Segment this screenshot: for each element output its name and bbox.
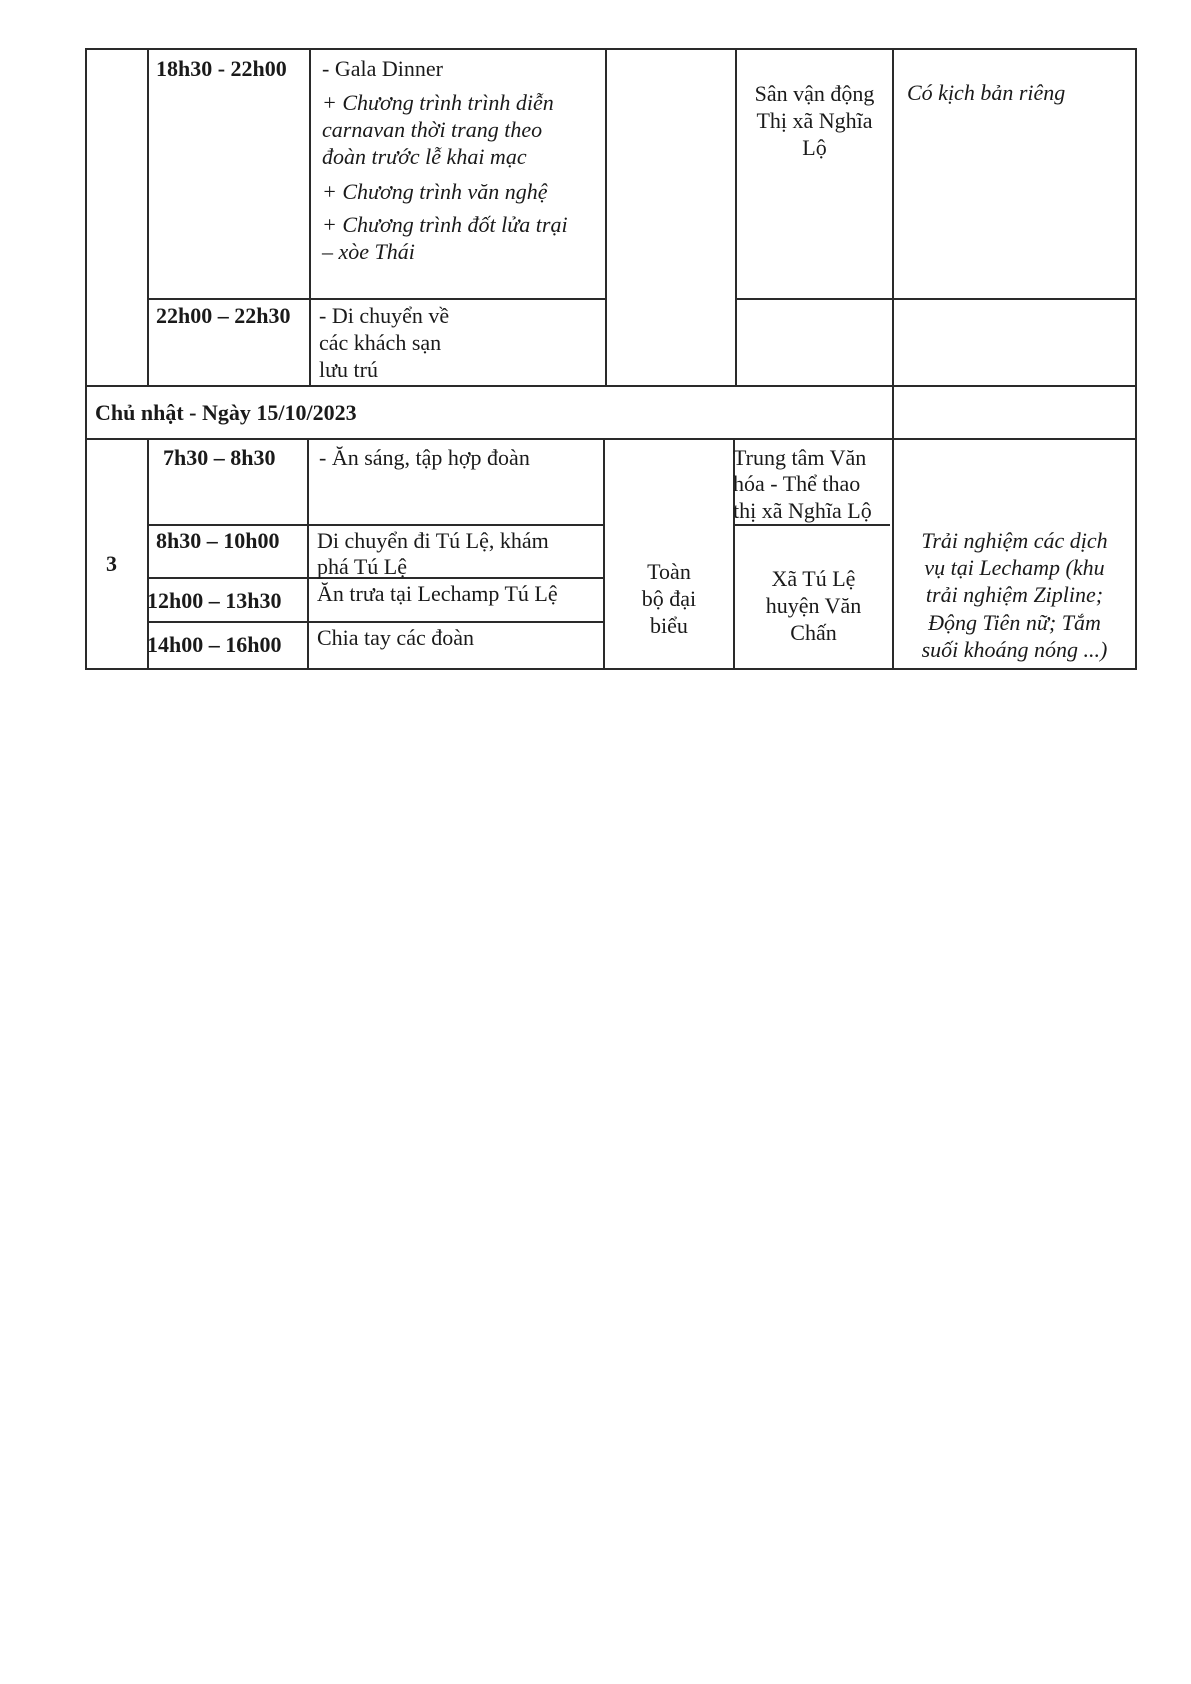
location-cell: Chấn <box>790 620 837 645</box>
table-border-left <box>85 48 87 670</box>
location-cell: Xã Tú Lệ <box>771 566 856 591</box>
note-cell: trải nghiệm Zipline; <box>925 582 1104 607</box>
day-header: Chủ nhật - Ngày 15/10/2023 <box>95 400 357 425</box>
row-divider <box>85 385 1137 387</box>
note-cell: Có kịch bản riêng <box>907 80 1066 105</box>
location-cell: thị xã Nghĩa Lộ <box>733 498 872 523</box>
participants-cell: Toàn <box>647 559 691 584</box>
activity-sub-item: đoàn trước lễ khai mạc <box>322 144 527 169</box>
activity-cell: - Di chuyển về <box>319 303 450 328</box>
activity-sub-item: + Chương trình trình diễn <box>322 90 554 115</box>
table-border-top <box>85 48 1137 50</box>
activity-cell: các khách sạn <box>319 330 442 355</box>
participants-cell: bộ đại <box>641 586 697 611</box>
note-cell: suối khoáng nóng ...) <box>921 637 1108 662</box>
row-divider <box>735 298 1137 300</box>
location-cell: hóa - Thể thao <box>733 471 861 496</box>
activity-cell: - Ăn sáng, tập hợp đoàn <box>319 445 530 470</box>
time-cell: 14h00 – 16h00 <box>147 632 282 657</box>
location-cell: huyện Văn <box>765 593 862 618</box>
activity-cell: lưu trú <box>319 357 378 382</box>
activity-sub-item: carnavan thời trang theo <box>322 117 543 142</box>
activity-cell: phá Tú Lệ <box>317 554 408 579</box>
activity-cell: Chia tay các đoàn <box>317 625 474 650</box>
time-cell: 12h00 – 13h30 <box>147 588 282 613</box>
column-divider <box>147 48 149 387</box>
column-divider <box>605 48 607 387</box>
row-divider <box>147 621 605 623</box>
note-cell: Trải nghiệm các dịch <box>921 528 1108 553</box>
row-divider <box>147 298 605 300</box>
column-divider <box>309 48 311 387</box>
activity-title: - Gala Dinner <box>322 56 443 81</box>
row-divider <box>147 524 605 526</box>
activity-sub-item: + Chương trình đốt lửa trại <box>322 212 568 237</box>
column-divider <box>307 438 309 670</box>
location-cell: Sân vận động <box>754 81 875 106</box>
note-cell: Động Tiên nữ; Tắm <box>928 610 1101 635</box>
activity-cell: Di chuyển đi Tú Lệ, khám <box>317 528 549 553</box>
time-cell: 18h30 - 22h00 <box>156 56 287 81</box>
note-cell: vụ tại Lechamp (khu <box>924 555 1105 580</box>
activity-sub-item: + Chương trình văn nghệ <box>322 179 548 204</box>
day-number: 3 <box>106 551 117 576</box>
activity-cell: Ăn trưa tại Lechamp Tú Lệ <box>317 581 558 606</box>
activity-sub-item: – xòe Thái <box>322 239 415 264</box>
location-cell: Thị xã Nghĩa <box>756 108 873 133</box>
time-cell: 8h30 – 10h00 <box>156 528 280 553</box>
participants-cell: biểu <box>650 613 688 638</box>
row-divider <box>735 524 890 526</box>
table-border-bottom <box>85 668 1137 670</box>
time-cell: 22h00 – 22h30 <box>156 303 291 328</box>
time-cell: 7h30 – 8h30 <box>163 445 276 470</box>
row-divider <box>85 438 1137 440</box>
location-cell: Trung tâm Văn <box>733 445 867 470</box>
location-cell: Lộ <box>802 135 827 160</box>
table-border-right <box>1135 48 1137 670</box>
